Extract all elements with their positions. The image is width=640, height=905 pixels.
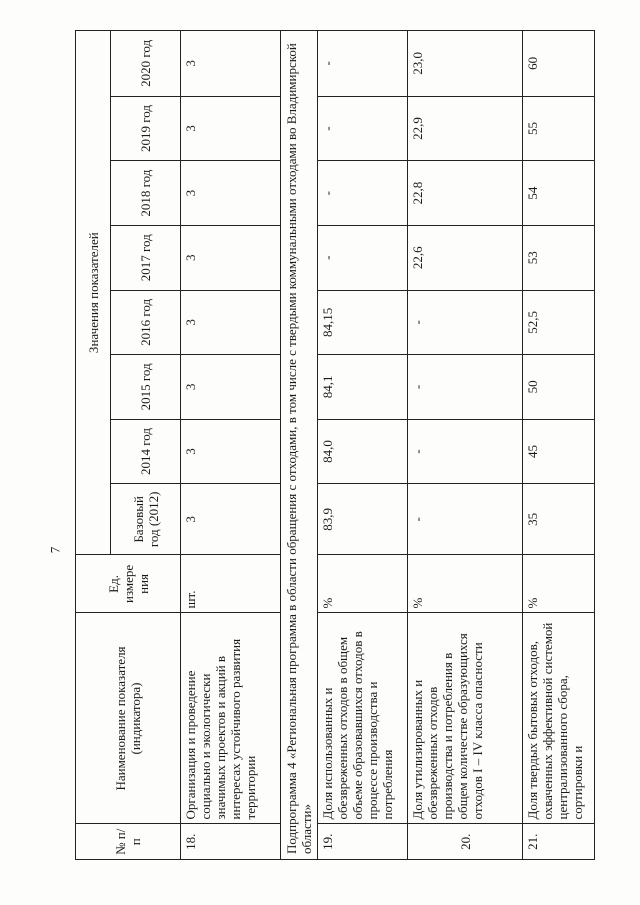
indicator-table-page [75, 30, 615, 860]
header-no: № п/п [76, 824, 181, 860]
value-cell: 35 [523, 484, 595, 555]
value-cell: - [318, 225, 408, 290]
value-cell: 22,9 [408, 96, 523, 161]
header-year: Базовый год (2012) [111, 484, 181, 555]
value-cell: 22,6 [408, 225, 523, 290]
header-row [76, 31, 111, 860]
header-year: 2018 год [111, 161, 181, 226]
value-cell: 84,15 [318, 290, 408, 355]
value-cell: 54 [523, 161, 595, 226]
header-unit: Ед. измере ния [76, 555, 181, 613]
header-year: 2017 год [111, 225, 181, 290]
row-number: 20. [408, 824, 523, 860]
value-cell: 83,9 [318, 484, 408, 555]
unit-cell: % [523, 555, 595, 613]
table-row [181, 31, 281, 860]
value-cell: 22,8 [408, 161, 523, 226]
value-cell: 3 [181, 419, 281, 484]
value-cell: 3 [181, 484, 281, 555]
value-cell: - [318, 161, 408, 226]
value-cell: - [408, 355, 523, 420]
subprogram-title: Подпрограмма 4 «Региональная программа в области обращения с отходами, в том числе с твердыми коммунальными отходами во Владимирской области» [281, 31, 318, 860]
table-row [523, 31, 595, 860]
indicator-name: Доля твердых бытовых отходов, охваченных эффективной системой централизованного сбора, сортировки и [523, 613, 595, 824]
value-cell: 3 [181, 31, 281, 97]
header-values-title: Значения показателей [76, 31, 111, 555]
table-row [408, 31, 523, 860]
row-number: 21. [523, 824, 595, 860]
indicator-table [75, 30, 595, 860]
value-cell: 84,0 [318, 419, 408, 484]
value-cell: - [408, 419, 523, 484]
header-year: 2015 год [111, 355, 181, 420]
value-cell: 60 [523, 31, 595, 97]
unit-cell: шт. [181, 555, 281, 613]
subprogram-row [281, 31, 318, 860]
row-number: 18. [181, 824, 281, 860]
value-cell: 55 [523, 96, 595, 161]
value-cell: 3 [181, 161, 281, 226]
value-cell: 45 [523, 419, 595, 484]
unit-cell: % [408, 555, 523, 613]
indicator-name: Доля использованных и обезвреженных отходов в общем объеме образовавшихся отходов в процессе производства и потребления [318, 613, 408, 824]
header-year: 2014 год [111, 419, 181, 484]
value-cell: - [318, 96, 408, 161]
header-name: Наименование показателя (индикатора) [76, 613, 181, 824]
unit-cell: % [318, 555, 408, 613]
page-number: 7 [47, 546, 63, 554]
value-cell: 50 [523, 355, 595, 420]
row-number: 19. [318, 824, 408, 860]
value-cell: - [408, 290, 523, 355]
value-cell: 23,0 [408, 31, 523, 97]
header-year: 2020 год [111, 31, 181, 97]
header-year: 2019 год [111, 96, 181, 161]
value-cell: 3 [181, 225, 281, 290]
value-cell: 53 [523, 225, 595, 290]
value-cell: 84,1 [318, 355, 408, 420]
value-cell: 3 [181, 96, 281, 161]
value-cell: 3 [181, 290, 281, 355]
table-row [318, 31, 408, 860]
value-cell: - [408, 484, 523, 555]
indicator-name: Доля утилизированных и обезвреженных отходов производства и потребления в общем количестве образующихся отходов I – IV класса опасности [408, 613, 523, 824]
indicator-name: Организация и проведение социально и экологически значимых проектов и акций в интересах устойчивого развития территории [181, 613, 281, 824]
value-cell: 52,5 [523, 290, 595, 355]
value-cell: 3 [181, 355, 281, 420]
header-year: 2016 год [111, 290, 181, 355]
value-cell: - [318, 31, 408, 97]
